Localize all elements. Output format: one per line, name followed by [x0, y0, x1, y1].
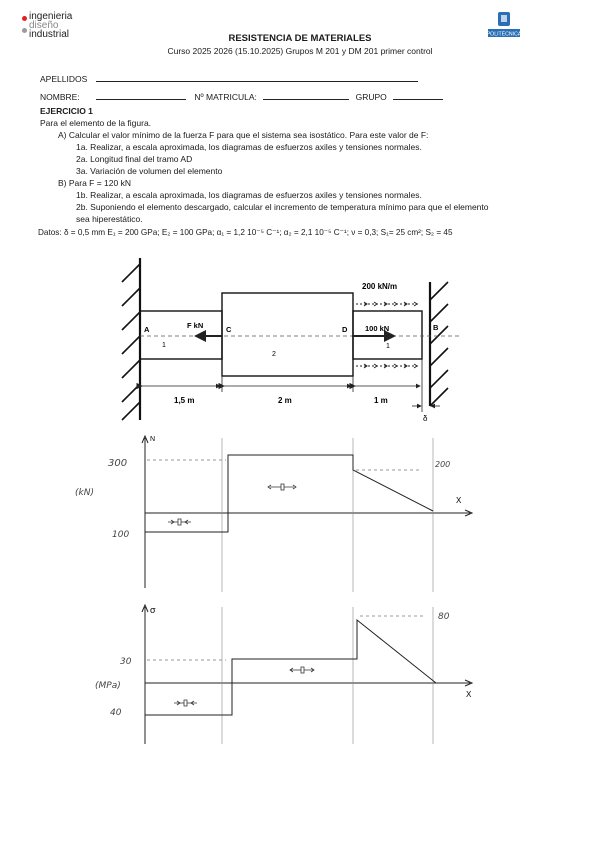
- nombre-label: NOMBRE:: [40, 92, 80, 102]
- sigma-value-40: 40: [110, 708, 122, 718]
- part-a-3a: 3a. Variación de volumen del elemento: [76, 166, 223, 176]
- compression-symbol-icon: [168, 519, 191, 525]
- exercise-title: EJERCICIO 1: [40, 106, 93, 116]
- n-x-label: X: [456, 496, 462, 505]
- tension-symbol-icon: [290, 667, 314, 673]
- sigma-segment-ac: [145, 683, 232, 715]
- gap-delta-label: δ: [423, 414, 428, 423]
- segment-1-left-label: 1: [162, 342, 166, 349]
- n-value-300: 300: [108, 458, 128, 469]
- sigma-value-80: 80: [438, 612, 450, 622]
- point-c-label: C: [226, 325, 232, 334]
- compression-symbol-icon: [174, 700, 197, 706]
- n-segment-cb: [228, 455, 433, 513]
- n-segment-ac: [145, 513, 228, 532]
- point-a-label: A: [144, 325, 150, 334]
- part-b-1b: 1b. Realizar, a escala aproximada, los diagramas de esfuerzos axiles y tensiones normales.: [76, 190, 422, 200]
- part-b-2b-line1: 2b. Suponiendo el elemento descargado, calcular el incremento de temperatura mínimo para que el elemento: [76, 202, 489, 212]
- part-a-2a: 2a. Longitud final del tramo AD: [76, 154, 193, 164]
- tension-symbol-icon: [268, 484, 296, 490]
- university-logo-text: POLITÉCNICA: [488, 31, 520, 38]
- n-value-200: 200: [435, 460, 451, 469]
- exercise-intro: Para el elemento de la figura.: [40, 118, 152, 128]
- n-unit: (kN): [75, 488, 94, 498]
- logo-line-2: diseño: [29, 20, 59, 31]
- logo-line-3: industrial: [29, 29, 70, 40]
- sigma-axis-label: σ: [150, 605, 156, 615]
- n-axis-label: N: [150, 436, 156, 443]
- apellidos-label: APELLIDOS: [40, 74, 88, 84]
- force-f-label: F kN: [187, 321, 204, 330]
- distributed-load-top: [356, 302, 418, 306]
- logo-line-1: ingenieria: [29, 11, 73, 22]
- matricula-label: Nº MATRICULA:: [194, 92, 257, 102]
- sigma-x-label: X: [466, 690, 472, 699]
- stress-diagram: [95, 605, 472, 744]
- point-d-label: D: [342, 325, 348, 334]
- dimension-3-label: 1 m: [374, 396, 388, 405]
- axial-force-diagram: [75, 436, 472, 592]
- bar-segment-cd: [222, 293, 353, 376]
- part-a-statement: A) Calcular el valor mínimo de la fuerza F para que el sistema sea isostático. Para este valor de F:: [58, 130, 429, 140]
- data-line: Datos: δ = 0,5 mm E₁ = 200 GPa; E₂ = 100 GPa; α₁ = 1,2 10⁻⁵ C⁻¹; α₂ = 2,1 10⁻⁵ C⁻¹; ν = 0,3; S₁= 25 cm²; S₂ = 45: [38, 228, 453, 237]
- sigma-unit: (MPa): [95, 681, 121, 691]
- part-b-2b-line2: sea hiperestático.: [76, 214, 143, 224]
- distributed-load-bottom: [356, 364, 418, 368]
- sigma-segment-cb: [232, 620, 436, 683]
- dimension-2-label: 2 m: [278, 396, 292, 405]
- segment-1-right-label: 1: [386, 343, 390, 350]
- distributed-load-label: 200 kN/m: [362, 282, 398, 291]
- dimension-1-label: 1,5 m: [174, 396, 195, 405]
- grupo-label: GRUPO: [355, 92, 387, 102]
- segment-2-label: 2: [272, 351, 276, 358]
- document-title: RESISTENCIA DE MATERIALES: [228, 33, 372, 44]
- sigma-value-30: 30: [120, 657, 132, 667]
- right-wall: [430, 282, 448, 406]
- left-wall: [122, 258, 140, 420]
- force-100-label: 100 kN: [365, 324, 390, 333]
- document-subtitle: Curso 2025 2026 (15.10.2025) Grupos M 201 y DM 201 primer control: [167, 46, 433, 56]
- part-b-statement: B) Para F = 120 kN: [58, 178, 131, 188]
- n-value-100: 100: [112, 530, 130, 540]
- part-a-1a: 1a. Realizar, a escala aproximada, los diagramas de esfuerzos axiles y tensiones normales.: [76, 142, 422, 152]
- point-b-label: B: [433, 323, 439, 332]
